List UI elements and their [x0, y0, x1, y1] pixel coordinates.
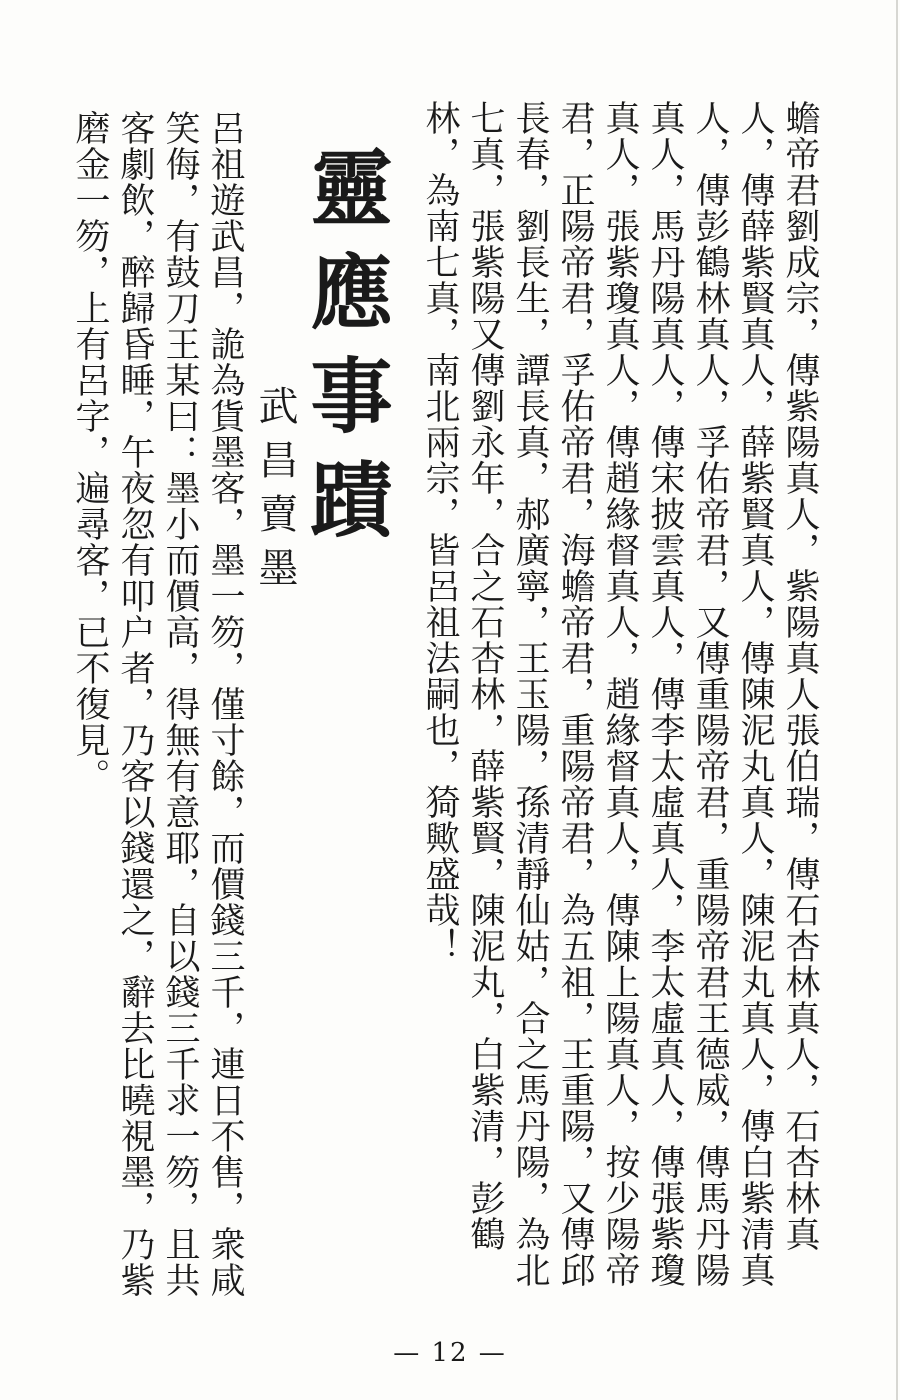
section-title: 靈應事蹟	[297, 145, 393, 561]
page-number: — 12 —	[393, 1338, 507, 1368]
lineage-paragraph: 蟾帝君劉成宗，傳紫陽真人，紫陽真人張伯瑞，傳石杏林真人，石杏林真人，傳薛紫賢真人，薛紫賢真人，傳陳泥丸真人，陳泥丸真人，傳白紫清真人，傳彭鶴林真人，孚佑帝君，又傳重陽帝君，重陽帝君王德威，傳馬丹陽真人，馬丹陽真人，傳宋披雲真人，傳李太虛真人，李太虛真人，傳張紫瓊真人，張紫瓊真人，傳趙緣督真人，趙緣督真人，傳陳上陽真人，按少陽帝君，正陽帝君，孚佑帝君，海蟾帝君，重陽帝君，為五祖，王重陽，又傳邱長春，劉長生，譚長真，郝廣寧，王玉陽，孫清靜仙姑，合之馬丹陽，為北七真，張紫陽又傳劉永年，合之石杏林，薛紫賢，陳泥丸，白紫清，彭鶴林，為南七真，南北兩宗，皆呂祖法嗣也，猗歟盛哉！	[420, 100, 820, 1288]
page-edge-divider	[896, 0, 898, 1400]
story-subtitle: 武昌賣墨	[252, 385, 298, 601]
story-paragraph: 呂祖遊武昌，詭為貨墨客，墨一笏，僅寸餘，而價錢三千，連日不售，衆咸笑侮，有鼓刀王某曰：墨小而價高，得無有意耶，自以錢三千求一笏，且共客劇飲，醉歸昏睡，午夜忽有叩户者，乃客以錢還之，辭去比曉視墨，乃紫磨金一笏，上有呂字，遍尋客，已不復見。	[70, 110, 245, 1298]
